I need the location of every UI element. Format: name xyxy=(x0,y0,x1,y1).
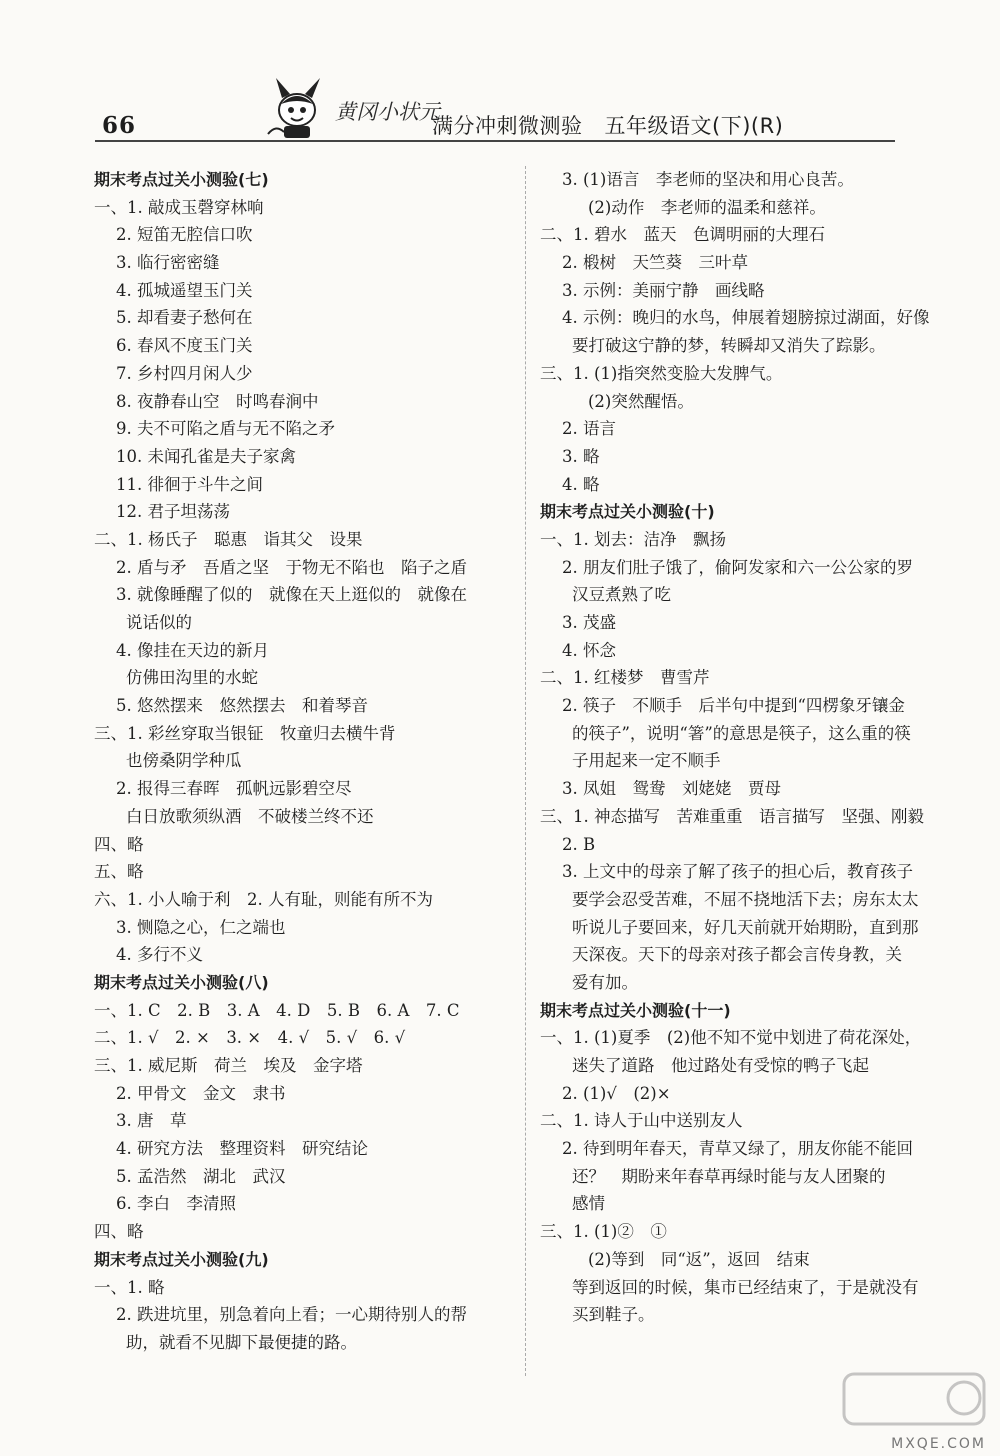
answer-line: 2. 筷子 不顺手 后半句中提到“四楞象牙镶金 xyxy=(562,696,905,716)
answer-line: 3. 唐 草 xyxy=(116,1111,187,1131)
answer-line: 还？ 期盼来年春草再绿时能与友人团聚的 xyxy=(572,1166,886,1186)
answer-line: 2. 报得三春晖 孤帆远影碧空尽 xyxy=(116,779,352,799)
answer-line: 感情 xyxy=(572,1194,605,1214)
answer-line: 爱有加。 xyxy=(572,972,638,992)
answer-line: 2. (1)√ (2)× xyxy=(562,1083,671,1103)
answer-line: 迷失了道路 他过路处有受惊的鸭子飞起 xyxy=(572,1056,869,1075)
answer-line: 4. 像挂在天边的新月 xyxy=(116,640,269,660)
answer-line: 二、1. 红楼梦 曹雪芹 xyxy=(540,668,710,688)
answer-line: 12. 君子坦荡荡 xyxy=(116,502,230,522)
answer-line: 三、1. 神态描写 苦难重重 语言描写 坚强、刚毅 xyxy=(540,806,924,826)
answer-line: 3. 恻隐之心，仁之端也 xyxy=(116,917,286,937)
answer-line: 6. 李白 李清照 xyxy=(116,1194,236,1214)
answer-line: 5. 孟浩然 湖北 武汉 xyxy=(116,1166,286,1186)
page-header xyxy=(0,0,1000,150)
answer-line: 4. 多行不义 xyxy=(116,945,203,965)
section-heading: 期末考点过关小测验(十一) xyxy=(540,1000,731,1020)
answer-line: 4. 怀念 xyxy=(562,640,616,660)
answer-line: 2. 朋友们肚子饿了，偷阿发家和六一公公家的罗 xyxy=(562,557,913,577)
answer-line: 4. 研究方法 整理资料 研究结论 xyxy=(116,1139,368,1159)
answer-line: 的筷子”，说明“箸”的意思是筷子，这么重的筷 xyxy=(572,723,911,743)
answer-line: 7. 乡村四月闲人少 xyxy=(116,363,253,383)
page-number: 66 xyxy=(102,112,137,139)
answer-line: 说话似的 xyxy=(126,613,192,632)
answer-line: 四、略 xyxy=(94,834,144,854)
section-heading: 期末考点过关小测验(十) xyxy=(540,502,715,522)
section-heading: 期末考点过关小测验(八) xyxy=(94,972,269,992)
answer-line: 二、1. 杨氏子 聪惠 诣其父 设果 xyxy=(94,529,363,549)
answer-line: 要学会忍受苦难，不屈不挠地活下去；房东太太 xyxy=(572,889,919,909)
answer-line: 天深夜。天下的母亲对孩子都会言传身教，关 xyxy=(572,945,902,965)
answer-line: 二、1. 诗人于山中送别友人 xyxy=(540,1111,743,1131)
answer-line: 要打破这宁静的梦，转瞬却又消失了踪影。 xyxy=(572,336,886,356)
answer-line: 2. 甲骨文 金文 隶书 xyxy=(116,1083,286,1103)
answer-line: 11. 徘徊于斗牛之间 xyxy=(116,474,263,494)
answer-line: 3. 凤姐 鸳鸯 刘姥姥 贾母 xyxy=(562,779,781,799)
header-title xyxy=(432,110,805,140)
answer-line: 四、略 xyxy=(94,1222,144,1242)
answer-line: 三、1. (1)指突然变脸大发脾气。 xyxy=(540,363,783,383)
answer-line: (2)等到 同“返”，返回 结束 xyxy=(588,1249,810,1269)
answer-line: 助，就看不见脚下最便捷的路。 xyxy=(126,1332,357,1352)
answer-line: 也傍桑阴学种瓜 xyxy=(126,751,242,771)
mascot-logo-icon xyxy=(262,74,332,140)
answer-line: 2. 短笛无腔信口吹 xyxy=(116,225,253,245)
answer-line: 2. 跌进坑里，别急着向上看；一心期待别人的帮 xyxy=(116,1305,467,1325)
answer-line: 2. 语言 xyxy=(562,419,616,439)
answer-line: 买到鞋子。 xyxy=(572,1305,655,1325)
answer-line: 一、1. (1)夏季 (2)他不知不觉中划进了荷花深处， xyxy=(540,1028,922,1048)
answer-line: 仿佛田沟里的水蛇 xyxy=(126,668,258,688)
answer-line: 一、1. 划去：洁净 飘扬 xyxy=(540,529,726,549)
right-answer-column xyxy=(540,166,955,1329)
answer-line: 3. (1)语言 李老师的坚决和用心良苦。 xyxy=(562,170,854,189)
grade-subject: 五年级语文(下)(R) xyxy=(604,114,784,138)
answer-line: 等到返回的时候，集市已经结束了，于是就没有 xyxy=(572,1277,919,1297)
answer-line: 3. 就像睡醒了似的 就像在天上逛似的 就像在 xyxy=(116,585,467,605)
answer-line: (2)动作 李老师的温柔和慈祥。 xyxy=(588,197,826,217)
answer-line: 3. 临行密密缝 xyxy=(116,253,220,273)
answer-line: 一、1. 敲成玉磬穿林响 xyxy=(94,197,264,217)
answer-line: 三、1. (1)② ① xyxy=(540,1222,667,1242)
brand-logo-text: 黄冈小状元 xyxy=(335,100,440,124)
answer-line: 10. 未闻孔雀是夫子家禽 xyxy=(116,446,296,466)
answer-line: 汉豆煮熟了吃 xyxy=(572,585,671,605)
answer-line: 六、1. 小人喻于利 2. 人有耻，则能有所不为 xyxy=(94,889,433,909)
answer-line: 6. 春风不度玉门关 xyxy=(116,336,253,356)
answer-line: 2. 盾与矛 吾盾之坚 于物无不陷也 陷子之盾 xyxy=(116,557,467,577)
watermark-text: MXQE.COM xyxy=(891,1436,986,1452)
answer-line: 一、1. 略 xyxy=(94,1277,165,1297)
answer-line: (2)突然醒悟。 xyxy=(588,391,694,411)
answer-line: 2. 待到明年春天，青草又绿了，朋友你能不能回 xyxy=(562,1139,913,1159)
book-title: 满分冲刺微测验 xyxy=(432,114,583,138)
answer-line: 4. 示例：晚归的水鸟，伸展着翅膀掠过湖面，好像 xyxy=(562,308,930,328)
section-heading: 期末考点过关小测验(九) xyxy=(94,1249,269,1269)
answer-line: 五、略 xyxy=(94,862,144,882)
answer-line: 4. 略 xyxy=(562,474,600,494)
answer-line: 3. 略 xyxy=(562,446,600,466)
answer-line: 4. 孤城遥望玉门关 xyxy=(116,280,253,300)
answer-line: 3. 茂盛 xyxy=(562,613,616,632)
answer-line: 3. 上文中的母亲了解了孩子的担心后，教育孩子 xyxy=(562,862,913,882)
answer-line: 白日放歌须纵酒 不破楼兰终不还 xyxy=(126,806,374,826)
answer-line: 一、1. C 2. B 3. A 4. D 5. B 6. A 7. C xyxy=(94,1000,460,1020)
answer-line: 9. 夫不可陷之盾与无不陷之矛 xyxy=(116,419,335,439)
answer-line: 8. 夜静春山空 时鸣春涧中 xyxy=(116,391,319,411)
answer-line: 二、1. 碧水 蓝天 色调明丽的大理石 xyxy=(540,225,825,245)
answer-line: 二、1. √ 2. × 3. × 4. √ 5. √ 6. √ xyxy=(94,1028,406,1048)
answer-line: 听说儿子要回来，好几天前就开始期盼，直到那 xyxy=(572,917,919,937)
answer-line: 2. 椴树 天竺葵 三叶草 xyxy=(562,253,748,273)
answer-line: 三、1. 彩丝穿取当银钲 牧童归去横牛背 xyxy=(94,723,396,743)
answer-line: 3. 示例：美丽宁静 画线略 xyxy=(562,280,765,300)
column-divider xyxy=(525,166,526,1376)
header-divider xyxy=(95,140,895,142)
answer-line: 子用起来一定不顺手 xyxy=(572,751,721,771)
answer-line: 5. 却看妻子愁何在 xyxy=(116,308,253,328)
left-answer-column xyxy=(94,166,520,1357)
section-heading: 期末考点过关小测验(七) xyxy=(94,170,269,189)
answer-line: 2. B xyxy=(562,834,596,854)
answer-line: 三、1. 威尼斯 荷兰 埃及 金字塔 xyxy=(94,1056,363,1075)
answer-line: 5. 悠然摆来 悠然摆去 和着琴音 xyxy=(116,696,368,716)
